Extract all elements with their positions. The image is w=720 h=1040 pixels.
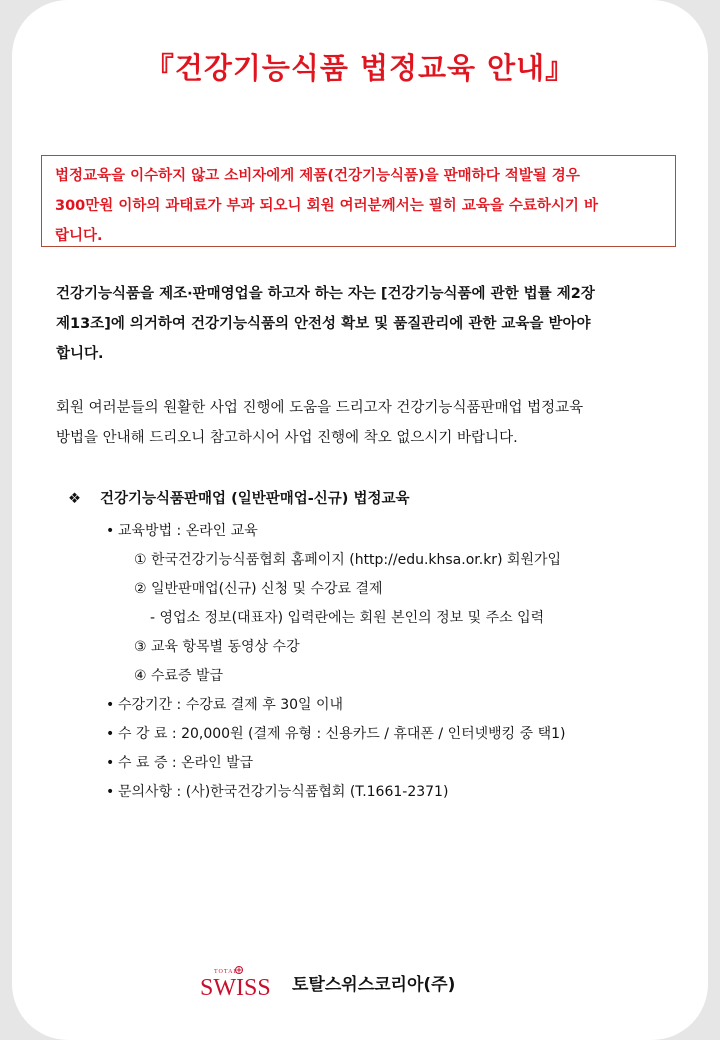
bullet-icon: •	[106, 523, 115, 539]
list-item-text: ② 일반판매업(신규) 신청 및 수강료 결제	[134, 581, 383, 597]
diamond-bullet-icon: ❖	[68, 491, 81, 507]
bullet-icon: •	[106, 784, 115, 800]
total-swiss-logo	[198, 962, 272, 998]
warning-box	[41, 155, 676, 247]
warning-line: 법정교육을 이수하지 않고 소비자에게 제품(건강기능식품)을 판매하다 적발될 경우	[55, 168, 580, 184]
list-item	[134, 578, 383, 598]
list-item	[106, 752, 253, 772]
guide-line: 회원 여러분들의 원활한 사업 진행에 도움을 드리고자 건강기능식품판매업 법정교육	[56, 400, 584, 416]
bullet-icon: •	[106, 755, 115, 771]
logo-small-text: TOTAL	[214, 969, 239, 975]
list-item	[134, 549, 561, 569]
list-item-text: 교육방법 : 온라인 교육	[118, 523, 258, 539]
list-item-text: - 영업소 정보(대표자) 입력란에는 회원 본인의 정보 및 주소 입력	[150, 610, 545, 626]
list-item	[106, 694, 343, 714]
intro-line: 건강기능식품을 제조·판매영업을 하고자 하는 자는 [건강기능식품에 관한 법률 제2장	[56, 286, 595, 302]
warning-line: 랍니다.	[55, 228, 103, 244]
list-item	[106, 520, 258, 540]
list-item-text: ① 한국건강기능식품협회 홈페이지 (http://edu.khsa.or.kr) 회원가입	[134, 552, 562, 568]
list-item	[106, 781, 448, 801]
list-item-text: ③ 교육 항목별 동영상 수강	[134, 639, 300, 655]
logo-text: SWISS	[200, 975, 271, 998]
list-item	[134, 665, 223, 685]
guide-line: 방법을 안내해 드리오니 참고하시어 사업 진행에 착오 없으시기 바랍니다.	[56, 430, 518, 446]
list-item-text: 수 료 증 : 온라인 발급	[118, 755, 254, 771]
list-item-text: ④ 수료증 발급	[134, 668, 224, 684]
list-item-text: 수 강 료 : 20,000원 (결제 유형 : 신용카드 / 휴대폰 / 인터넷뱅킹 중 택1)	[118, 726, 566, 742]
bullet-icon: •	[106, 697, 115, 713]
list-item	[150, 607, 544, 627]
section-heading-text: 건강기능식품판매업 (일반판매업-신규) 법정교육	[100, 491, 410, 507]
list-item-text: 수강기간 : 수강료 결제 후 30일 이내	[118, 697, 344, 713]
guide-paragraph	[56, 393, 686, 453]
list-item	[134, 636, 300, 656]
bullet-icon: •	[106, 726, 115, 742]
intro-line: 합니다.	[56, 346, 104, 362]
intro-paragraph	[56, 279, 686, 369]
section-heading	[68, 487, 410, 508]
list-item	[106, 723, 566, 743]
page-title: 『건강기능식품 법정교육 안내』	[144, 51, 576, 85]
intro-line: 제13조]에 의거하여 건강기능식품의 안전성 확보 및 품질관리에 관한 교육을 받아야	[56, 316, 591, 332]
company-name: 토탈스위스코리아(주)	[292, 975, 456, 995]
warning-line: 300만원 이하의 과태료가 부과 되오니 회원 여러분께서는 필히 교육을 수료하시기 바	[55, 198, 598, 214]
list-item-text: 문의사항 : (사)한국건강기능식품협회 (T.1661-2371)	[118, 784, 449, 800]
